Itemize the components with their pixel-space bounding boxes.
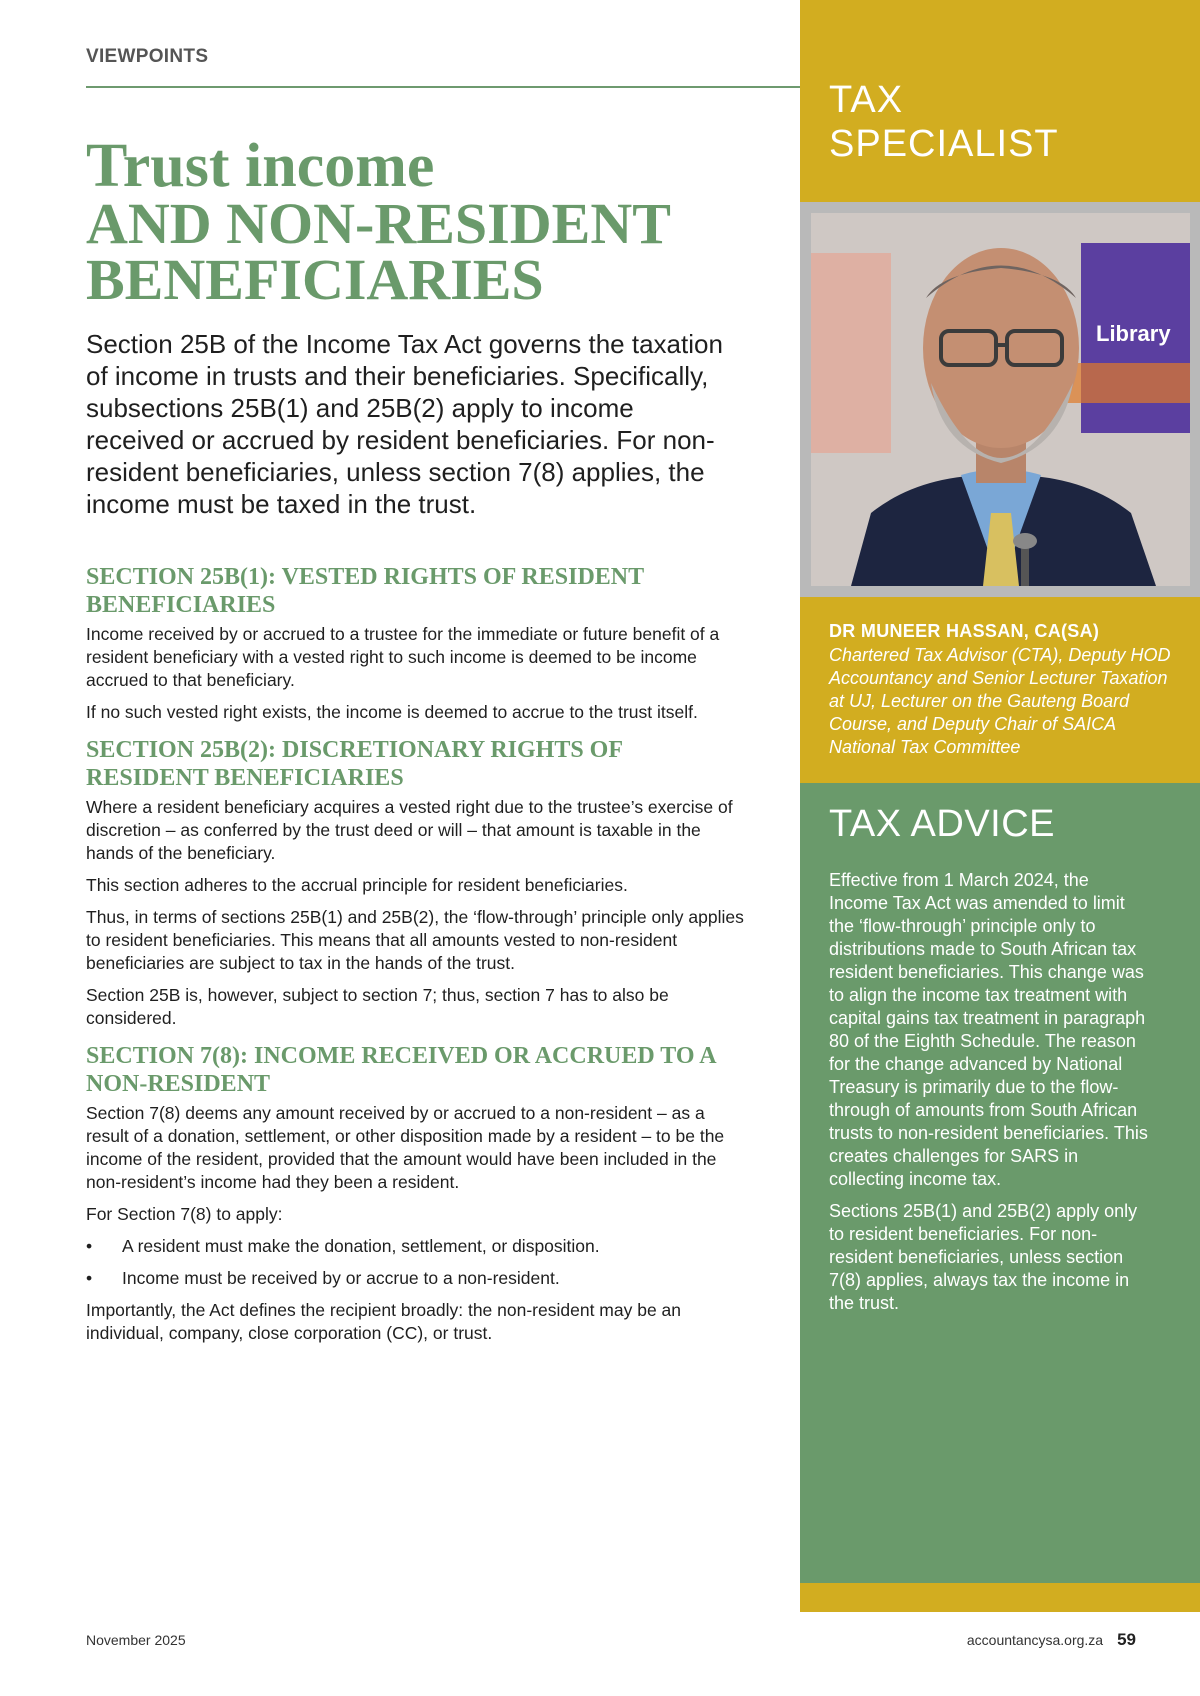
- section-25b2: [86, 736, 746, 1030]
- paragraph: For Section 7(8) to apply:: [86, 1204, 283, 1224]
- tax-advice-title: TAX ADVICE: [829, 803, 1056, 845]
- tax-advice-box: [800, 783, 1200, 1583]
- site-url: accountancysa.org.za: [966, 1632, 1104, 1648]
- page-footer: [967, 1630, 1136, 1650]
- bullet-icon: •: [86, 1236, 93, 1256]
- paragraph: Where a resident beneficiary acquires a vested right due to the trustee’s exercise of discretion – as conferred by the trust deed or will – that amount is taxable in the hands of the beneficiary.: [86, 797, 733, 863]
- sidebar-header: [800, 0, 1200, 202]
- article-body: [86, 563, 746, 1357]
- paragraph: Importantly, the Act defines the recipient broadly: the non-resident may be an individual, company, close corporation (CC), or trust.: [86, 1300, 682, 1343]
- portrait-illustration: [811, 213, 1190, 586]
- title-line-3: BENEFICIARIES: [86, 247, 544, 312]
- list-item: [86, 1267, 746, 1290]
- article-intro: Section 25B of the Income Tax Act governs the taxation of income in trusts and their beneficiaries. Specifically, subsections 25B(1) and 25B(2) apply to income received or accrued by resident beneficiaries. For non-resident beneficiaries, unless section 7(8) applies, the income must be taxed in the trust.: [86, 329, 723, 519]
- sidebar-footer-bar: [800, 1583, 1200, 1612]
- photo-frame: [800, 202, 1200, 597]
- sidebar-kicker: [829, 78, 1059, 166]
- section-7-8: [86, 1042, 746, 1345]
- banner-text: Library: [1096, 321, 1171, 346]
- paragraph: Section 25B is, however, subject to section 7; thus, section 7 has to also be considered.: [86, 985, 669, 1028]
- issue-date: November 2025: [86, 1632, 186, 1648]
- kicker-line-1: TAX: [829, 79, 904, 121]
- list-item-text: A resident must make the donation, settlement, or disposition.: [122, 1236, 600, 1256]
- page-number: 59: [1117, 1630, 1136, 1649]
- list-item-text: Income must be received by or accrue to a non-resident.: [122, 1268, 560, 1288]
- title-line-2: AND NON-RESIDENT: [86, 191, 671, 256]
- bullet-icon: •: [86, 1268, 93, 1288]
- portrait-photo: [811, 213, 1190, 586]
- bullet-list: [86, 1235, 746, 1290]
- paragraph: If no such vested right exists, the income is deemed to accrue to the trust itself.: [86, 702, 698, 722]
- paragraph: Income received by or accrued to a trustee for the immediate or future benefit of a resident beneficiary with a vested right to such income is deemed to be income accrued to that beneficiary.: [86, 624, 720, 690]
- section-25b1: [86, 563, 746, 724]
- specialist-sidebar: [800, 0, 1200, 1612]
- tax-advice-text: [829, 869, 1149, 1324]
- title-line-1: Trust income: [86, 132, 435, 200]
- section-heading: SECTION 25B(1): VESTED RIGHTS OF RESIDENT BENEFICIARIES: [86, 564, 644, 618]
- paragraph: Section 7(8) deems any amount received by or accrued to a non-resident – as a result of a donation, settlement, or other disposition made by a resident – to be the income of the resident, provided that the amount would have been included in the non-resident’s income had they been a resident.: [86, 1103, 725, 1192]
- author-name: DR MUNEER HASSAN, CA(SA): [829, 621, 1100, 641]
- article-title: [86, 132, 786, 312]
- section-tag: VIEWPOINTS: [86, 46, 209, 67]
- author-role: Chartered Tax Advisor (CTA), Deputy HOD Accountancy and Senior Lecturer Taxation at UJ, Lecturer on the Gauteng Board Course, and Deputy Chair of SAICA National Tax Committee: [829, 645, 1171, 757]
- advice-paragraph: Sections 25B(1) and 25B(2) apply only to resident beneficiaries. For non-resident beneficiaries, unless section 7(8) applies, always tax the income in the trust.: [829, 1201, 1138, 1313]
- header-divider: [86, 86, 800, 88]
- section-heading: SECTION 7(8): INCOME RECEIVED OR ACCRUED TO A NON-RESIDENT: [86, 1043, 716, 1097]
- paragraph: This section adheres to the accrual principle for resident beneficiaries.: [86, 875, 628, 895]
- section-heading: SECTION 25B(2): DISCRETIONARY RIGHTS OF RESIDENT BENEFICIARIES: [86, 737, 623, 791]
- paragraph: Thus, in terms of sections 25B(1) and 25B(2), the ‘flow-through’ principle only applies to resident beneficiaries. This means that all amounts vested to non-resident beneficiaries are subject to tax in the hands of the trust.: [86, 907, 744, 973]
- list-item: [86, 1235, 746, 1258]
- author-bio: [800, 597, 1200, 783]
- advice-paragraph: Effective from 1 March 2024, the Income Tax Act was amended to limit the ‘flow-through’ principle only to distributions made to South African tax resident beneficiaries. This change was to align the income tax treatment with capital gains tax treatment in paragraph 80 of the Eighth Schedule. The reason for the change advanced by National Treasury is primarily due to the flow-through of amounts from South African trusts to non-resident beneficiaries. This creates challenges for SARS in collecting income tax.: [829, 870, 1148, 1189]
- kicker-line-2: SPECIALIST: [829, 123, 1059, 165]
